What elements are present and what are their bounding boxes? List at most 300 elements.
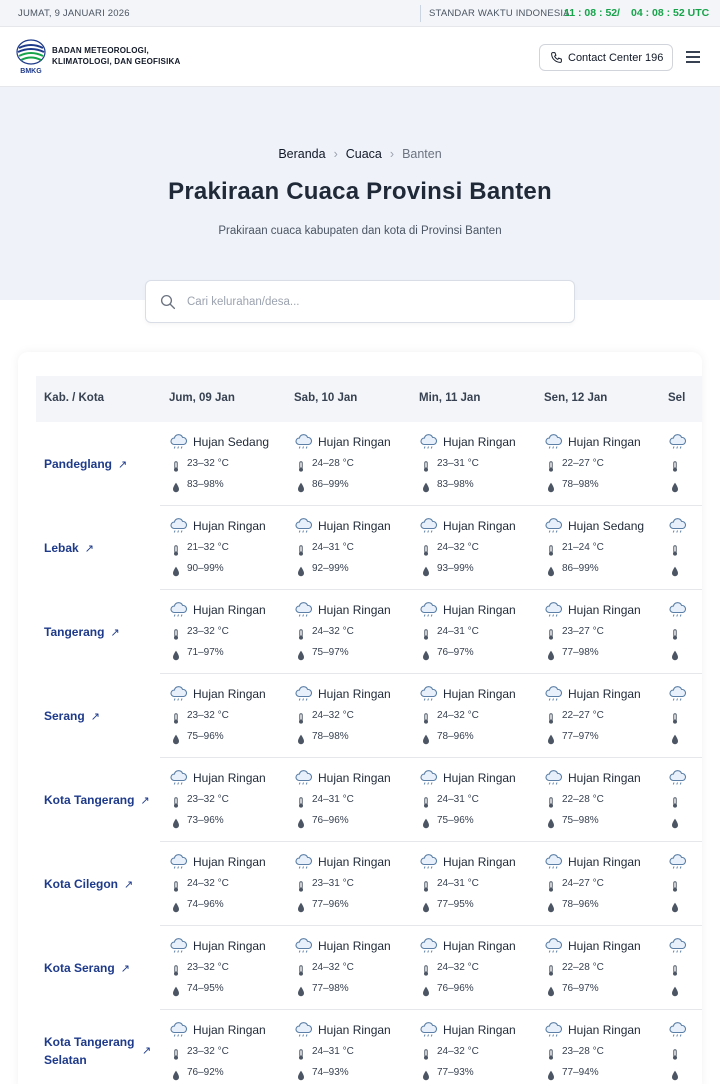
temperature-range: 23–28 °C [562, 1046, 604, 1057]
page-title: Prakiraan Cuaca Provinsi Banten [168, 178, 552, 205]
forecast-cell [169, 590, 294, 674]
thermometer-icon [547, 963, 555, 981]
forecast-cell [169, 674, 294, 758]
temperature-range: 24–31 °C [312, 794, 354, 805]
humidity-drop-icon [297, 480, 305, 498]
humidity-drop-icon [172, 732, 180, 750]
humidity-drop-icon [297, 816, 305, 834]
humidity-drop-icon [172, 648, 180, 666]
temperature-range: 24–32 °C [437, 962, 479, 973]
humidity-range: 75–96% [437, 815, 474, 826]
forecast-cell [294, 842, 419, 926]
humidity-range: 75–98% [562, 815, 599, 826]
breadcrumb-home[interactable]: Beranda [278, 147, 326, 161]
temperature-range: 24–27 °C [562, 878, 604, 889]
weather-condition: Hujan Ringan [193, 771, 266, 785]
thermometer-icon [547, 459, 555, 477]
city-link[interactable] [44, 791, 150, 810]
forecast-cell [294, 422, 419, 506]
humidity-range: 92–99% [312, 563, 349, 574]
temperature-range: 24–32 °C [437, 710, 479, 721]
thermometer-icon [297, 1047, 305, 1065]
humidity-range: 83–98% [437, 479, 474, 490]
top-info-bar [0, 0, 720, 27]
humidity-range: 76–92% [187, 1067, 224, 1078]
column-header-day-4: Sen, 12 Jan [544, 392, 608, 404]
table-row [36, 758, 702, 842]
rain-cloud-icon [419, 1022, 439, 1043]
forecast-cell [544, 758, 669, 842]
thermometer-icon [671, 879, 679, 897]
weather-condition: Hujan Ringan [318, 1023, 391, 1037]
column-header-day-5: Sel [668, 392, 686, 404]
table-row [36, 422, 702, 506]
temperature-range: 24–31 °C [312, 542, 354, 553]
rain-cloud-icon [419, 686, 439, 707]
thermometer-icon [172, 711, 180, 729]
humidity-drop-icon [547, 732, 555, 750]
thermometer-icon [547, 879, 555, 897]
humidity-drop-icon [172, 480, 180, 498]
weather-condition: Hujan Ringan [193, 939, 266, 953]
forecast-cell [419, 842, 544, 926]
humidity-drop-icon [671, 732, 679, 750]
table-row [36, 842, 702, 926]
humidity-range: 77–98% [562, 647, 599, 658]
rain-cloud-icon [668, 602, 688, 623]
temperature-range: 23–32 °C [187, 1046, 229, 1057]
city-name: Pandeglang [44, 457, 113, 471]
thermometer-icon [422, 1047, 430, 1065]
humidity-drop-icon [671, 900, 679, 918]
thermometer-icon [297, 543, 305, 561]
rain-cloud-icon [294, 686, 314, 707]
forecast-cell [544, 1010, 669, 1084]
humidity-drop-icon [547, 648, 555, 666]
forecast-cell [169, 506, 294, 590]
column-header-day-2: Sab, 10 Jan [294, 392, 358, 404]
humidity-drop-icon [172, 564, 180, 582]
rain-cloud-icon [668, 770, 688, 791]
weather-condition: Hujan Ringan [318, 939, 391, 953]
forecast-cell [419, 506, 544, 590]
thermometer-icon [297, 627, 305, 645]
weather-condition: Hujan Ringan [443, 603, 516, 617]
temperature-range: 23–32 °C [187, 710, 229, 721]
weather-condition: Hujan Sedang [568, 519, 645, 533]
humidity-drop-icon [422, 480, 430, 498]
humidity-drop-icon [422, 984, 430, 1002]
temperature-range: 24–31 °C [312, 1046, 354, 1057]
weather-condition: Hujan Ringan [318, 435, 391, 449]
temperature-range: 21–32 °C [187, 542, 229, 553]
forecast-cell [419, 758, 544, 842]
city-link[interactable] [44, 623, 120, 642]
temperature-range: 24–31 °C [437, 794, 479, 805]
current-date: JUMAT, 9 JANUARI 2026 [18, 8, 130, 19]
thermometer-icon [547, 711, 555, 729]
humidity-drop-icon [422, 900, 430, 918]
city-link[interactable] [44, 707, 100, 726]
humidity-range: 90–99% [187, 563, 224, 574]
humidity-range: 71–97% [187, 647, 224, 658]
humidity-drop-icon [547, 480, 555, 498]
thermometer-icon [671, 963, 679, 981]
thermometer-icon [172, 963, 180, 981]
city-link[interactable] [44, 539, 94, 558]
thermometer-icon [422, 459, 430, 477]
temperature-range: 24–32 °C [312, 962, 354, 973]
temperature-range: 24–32 °C [312, 710, 354, 721]
thermometer-icon [297, 711, 305, 729]
weather-condition: Hujan Ringan [318, 687, 391, 701]
temperature-range: 22–27 °C [562, 710, 604, 721]
contact-center-button[interactable] [539, 44, 673, 71]
rain-cloud-icon [294, 518, 314, 539]
external-link-arrow-icon: ↗ [84, 543, 94, 555]
rain-cloud-icon [169, 1022, 189, 1043]
chevron-right-icon: › [389, 147, 395, 161]
forecast-cell [294, 590, 419, 674]
bmkg-logo[interactable] [16, 38, 46, 76]
weather-condition: Hujan Ringan [443, 687, 516, 701]
forecast-cell [294, 926, 419, 1010]
rain-cloud-icon [169, 938, 189, 959]
table-row [36, 506, 702, 590]
table-row [36, 674, 702, 758]
humidity-range: 76–96% [312, 815, 349, 826]
weather-condition: Hujan Ringan [568, 855, 641, 869]
humidity-drop-icon [547, 900, 555, 918]
temperature-range: 24–28 °C [312, 458, 354, 469]
external-link-arrow-icon: ↗ [90, 711, 100, 723]
forecast-cell [544, 590, 669, 674]
temperature-range: 23–27 °C [562, 626, 604, 637]
thermometer-icon [422, 711, 430, 729]
city-name: Kota Serang [44, 961, 115, 975]
humidity-drop-icon [671, 480, 679, 498]
thermometer-icon [422, 627, 430, 645]
forecast-cell [169, 1010, 294, 1084]
rain-cloud-icon [294, 938, 314, 959]
humidity-range: 78–96% [562, 899, 599, 910]
temperature-range: 23–32 °C [187, 962, 229, 973]
page-subtitle: Prakiraan cuaca kabupaten dan kota di Provinsi Banten [218, 225, 502, 237]
forecast-cell [294, 674, 419, 758]
thermometer-icon [297, 459, 305, 477]
rain-cloud-icon [544, 434, 564, 455]
city-link[interactable] [44, 1033, 159, 1069]
weather-condition: Hujan Ringan [568, 939, 641, 953]
brand-line-1: BADAN METEOROLOGI, [52, 46, 149, 55]
humidity-range: 86–99% [562, 563, 599, 574]
forecast-cell-partial [668, 842, 702, 926]
humidity-range: 93–99% [437, 563, 474, 574]
forecast-cell [544, 842, 669, 926]
weather-condition: Hujan Ringan [193, 519, 266, 533]
search-box [145, 280, 575, 323]
humidity-drop-icon [422, 648, 430, 666]
humidity-drop-icon [671, 648, 679, 666]
forecast-cell-partial [668, 506, 702, 590]
rain-cloud-icon [419, 854, 439, 875]
weather-condition: Hujan Ringan [443, 435, 516, 449]
weather-condition: Hujan Ringan [568, 1023, 641, 1037]
temperature-range: 23–31 °C [437, 458, 479, 469]
weather-condition: Hujan Sedang [193, 435, 270, 449]
forecast-cell [544, 926, 669, 1010]
humidity-range: 76–96% [437, 983, 474, 994]
chevron-right-icon: › [333, 147, 338, 161]
thermometer-icon [172, 627, 180, 645]
rain-cloud-icon [419, 770, 439, 791]
forecast-cell-partial [668, 1010, 702, 1084]
thermometer-icon [172, 879, 180, 897]
time-separator: / [617, 7, 620, 19]
temperature-range: 24–32 °C [437, 542, 479, 553]
forecast-cell [169, 758, 294, 842]
forecast-cell [419, 590, 544, 674]
weather-condition: Hujan Ringan [568, 771, 641, 785]
breadcrumb-cuaca[interactable]: Cuaca [345, 147, 382, 161]
humidity-drop-icon [671, 984, 679, 1002]
rain-cloud-icon [169, 770, 189, 791]
external-link-arrow-icon: ↗ [124, 879, 134, 891]
forecast-cell [419, 674, 544, 758]
temperature-range: 23–31 °C [312, 878, 354, 889]
city-name: Kota Tangerang [44, 793, 135, 807]
divider [420, 5, 421, 22]
forecast-cell [419, 1010, 544, 1084]
temperature-range: 22–27 °C [562, 458, 604, 469]
thermometer-icon [671, 459, 679, 477]
rain-cloud-icon [544, 518, 564, 539]
table-header [36, 376, 702, 422]
forecast-cell [419, 422, 544, 506]
weather-condition: Hujan Ringan [568, 435, 641, 449]
thermometer-icon [422, 543, 430, 561]
forecast-cell [294, 1010, 419, 1084]
humidity-range: 77–96% [312, 899, 349, 910]
forecast-cell [419, 926, 544, 1010]
local-time: 11 : 08 : 52 [564, 7, 618, 19]
humidity-range: 74–93% [312, 1067, 349, 1078]
city-name: Tangerang [44, 625, 105, 639]
thermometer-icon [671, 711, 679, 729]
humidity-drop-icon [547, 984, 555, 1002]
brand-line-2: KLIMATOLOGI, DAN GEOFISIKA [52, 57, 181, 66]
humidity-drop-icon [422, 732, 430, 750]
forecast-cell [294, 758, 419, 842]
rain-cloud-icon [668, 686, 688, 707]
hamburger-menu-icon[interactable] [686, 51, 700, 63]
humidity-drop-icon [172, 1068, 180, 1084]
standard-time-label: STANDAR WAKTU INDONESIA [429, 8, 570, 19]
phone-icon [550, 51, 563, 67]
forecast-cell [544, 506, 669, 590]
humidity-range: 78–96% [437, 731, 474, 742]
hero-section [0, 87, 720, 300]
forecast-cell [544, 422, 669, 506]
city-name: Kota Cilegon [44, 877, 118, 891]
search-input[interactable] [187, 293, 557, 311]
weather-condition: Hujan Ringan [443, 855, 516, 869]
rain-cloud-icon [668, 854, 688, 875]
external-link-arrow-icon: ↗ [118, 459, 128, 471]
table-row [36, 1010, 702, 1084]
humidity-drop-icon [172, 984, 180, 1002]
humidity-range: 77–93% [437, 1067, 474, 1078]
thermometer-icon [671, 627, 679, 645]
column-header-city: Kab. / Kota [44, 392, 105, 404]
thermometer-icon [547, 543, 555, 561]
humidity-range: 77–94% [562, 1067, 599, 1078]
humidity-range: 86–99% [312, 479, 349, 490]
thermometer-icon [547, 627, 555, 645]
humidity-range: 78–98% [312, 731, 349, 742]
rain-cloud-icon [544, 1022, 564, 1043]
humidity-drop-icon [547, 1068, 555, 1084]
breadcrumb [0, 147, 720, 161]
rain-cloud-icon [544, 854, 564, 875]
weather-condition: Hujan Ringan [568, 603, 641, 617]
humidity-range: 74–96% [187, 899, 224, 910]
rain-cloud-icon [294, 434, 314, 455]
humidity-range: 77–98% [312, 983, 349, 994]
humidity-drop-icon [422, 564, 430, 582]
weather-condition: Hujan Ringan [318, 603, 391, 617]
rain-cloud-icon [169, 434, 189, 455]
humidity-range: 83–98% [187, 479, 224, 490]
city-link[interactable] [44, 959, 130, 978]
humidity-range: 75–96% [187, 731, 224, 742]
rain-cloud-icon [544, 686, 564, 707]
brand-name [52, 45, 180, 67]
humidity-drop-icon [297, 1068, 305, 1084]
weather-condition: Hujan Ringan [193, 1023, 266, 1037]
humidity-drop-icon [671, 1068, 679, 1084]
humidity-drop-icon [422, 816, 430, 834]
breadcrumb-current: Banten [402, 147, 442, 161]
forecast-cell-partial [668, 590, 702, 674]
humidity-range: 78–98% [562, 479, 599, 490]
temperature-range: 23–32 °C [187, 794, 229, 805]
humidity-range: 76–97% [562, 983, 599, 994]
weather-condition: Hujan Ringan [568, 687, 641, 701]
humidity-drop-icon [297, 564, 305, 582]
city-name: Kota Tangerang Selatan [44, 1035, 135, 1067]
city-link[interactable] [44, 875, 133, 894]
humidity-range: 73–96% [187, 815, 224, 826]
utc-time: 04 : 08 : 52 UTC [631, 7, 710, 19]
forecast-cell [169, 926, 294, 1010]
rain-cloud-icon [668, 434, 688, 455]
city-name: Serang [44, 709, 85, 723]
forecast-table [18, 352, 702, 1084]
weather-condition: Hujan Ringan [443, 939, 516, 953]
column-header-day-3: Min, 11 Jan [419, 392, 481, 404]
rain-cloud-icon [544, 602, 564, 623]
humidity-drop-icon [671, 564, 679, 582]
temperature-range: 23–32 °C [187, 626, 229, 637]
forecast-cell-partial [668, 926, 702, 1010]
external-link-arrow-icon: ↗ [120, 963, 130, 975]
forecast-cell-partial [668, 674, 702, 758]
search-icon [159, 293, 177, 315]
rain-cloud-icon [169, 518, 189, 539]
rain-cloud-icon [169, 686, 189, 707]
city-name: Lebak [44, 541, 79, 555]
temperature-range: 24–32 °C [187, 878, 229, 889]
temperature-range: 21–24 °C [562, 542, 604, 553]
humidity-range: 76–97% [437, 647, 474, 658]
humidity-drop-icon [297, 900, 305, 918]
thermometer-icon [671, 795, 679, 813]
rain-cloud-icon [668, 1022, 688, 1043]
humidity-drop-icon [172, 900, 180, 918]
humidity-drop-icon [547, 564, 555, 582]
humidity-drop-icon [172, 816, 180, 834]
thermometer-icon [547, 795, 555, 813]
external-link-arrow-icon: ↗ [110, 627, 120, 639]
rain-cloud-icon [419, 602, 439, 623]
table-row [36, 590, 702, 674]
humidity-drop-icon [547, 816, 555, 834]
weather-condition: Hujan Ringan [443, 771, 516, 785]
rain-cloud-icon [169, 602, 189, 623]
external-link-arrow-icon: ↗ [140, 795, 150, 807]
rain-cloud-icon [419, 938, 439, 959]
humidity-range: 75–97% [312, 647, 349, 658]
humidity-drop-icon [422, 1068, 430, 1084]
thermometer-icon [172, 795, 180, 813]
rain-cloud-icon [419, 434, 439, 455]
column-header-day-1: Jum, 09 Jan [169, 392, 235, 404]
site-header [0, 27, 720, 87]
contact-center-label: Contact Center 196 [568, 52, 664, 64]
thermometer-icon [422, 879, 430, 897]
weather-condition: Hujan Ringan [318, 771, 391, 785]
rain-cloud-icon [169, 854, 189, 875]
humidity-drop-icon [297, 648, 305, 666]
weather-condition: Hujan Ringan [318, 855, 391, 869]
thermometer-icon [297, 795, 305, 813]
rain-cloud-icon [419, 518, 439, 539]
rain-cloud-icon [294, 854, 314, 875]
weather-condition: Hujan Ringan [193, 603, 266, 617]
weather-condition: Hujan Ringan [193, 687, 266, 701]
thermometer-icon [172, 543, 180, 561]
thermometer-icon [671, 543, 679, 561]
weather-condition: Hujan Ringan [443, 1023, 516, 1037]
weather-condition: Hujan Ringan [443, 519, 516, 533]
weather-condition: Hujan Ringan [318, 519, 391, 533]
rain-cloud-icon [294, 770, 314, 791]
temperature-range: 24–31 °C [437, 878, 479, 889]
thermometer-icon [172, 459, 180, 477]
forecast-cell [294, 506, 419, 590]
forecast-cell-partial [668, 758, 702, 842]
humidity-range: 77–97% [562, 731, 599, 742]
humidity-drop-icon [297, 984, 305, 1002]
city-link[interactable] [44, 455, 127, 474]
rain-cloud-icon [294, 1022, 314, 1043]
thermometer-icon [422, 795, 430, 813]
weather-condition: Hujan Ringan [193, 855, 266, 869]
thermometer-icon [297, 879, 305, 897]
thermometer-icon [547, 1047, 555, 1065]
temperature-range: 24–31 °C [437, 626, 479, 637]
